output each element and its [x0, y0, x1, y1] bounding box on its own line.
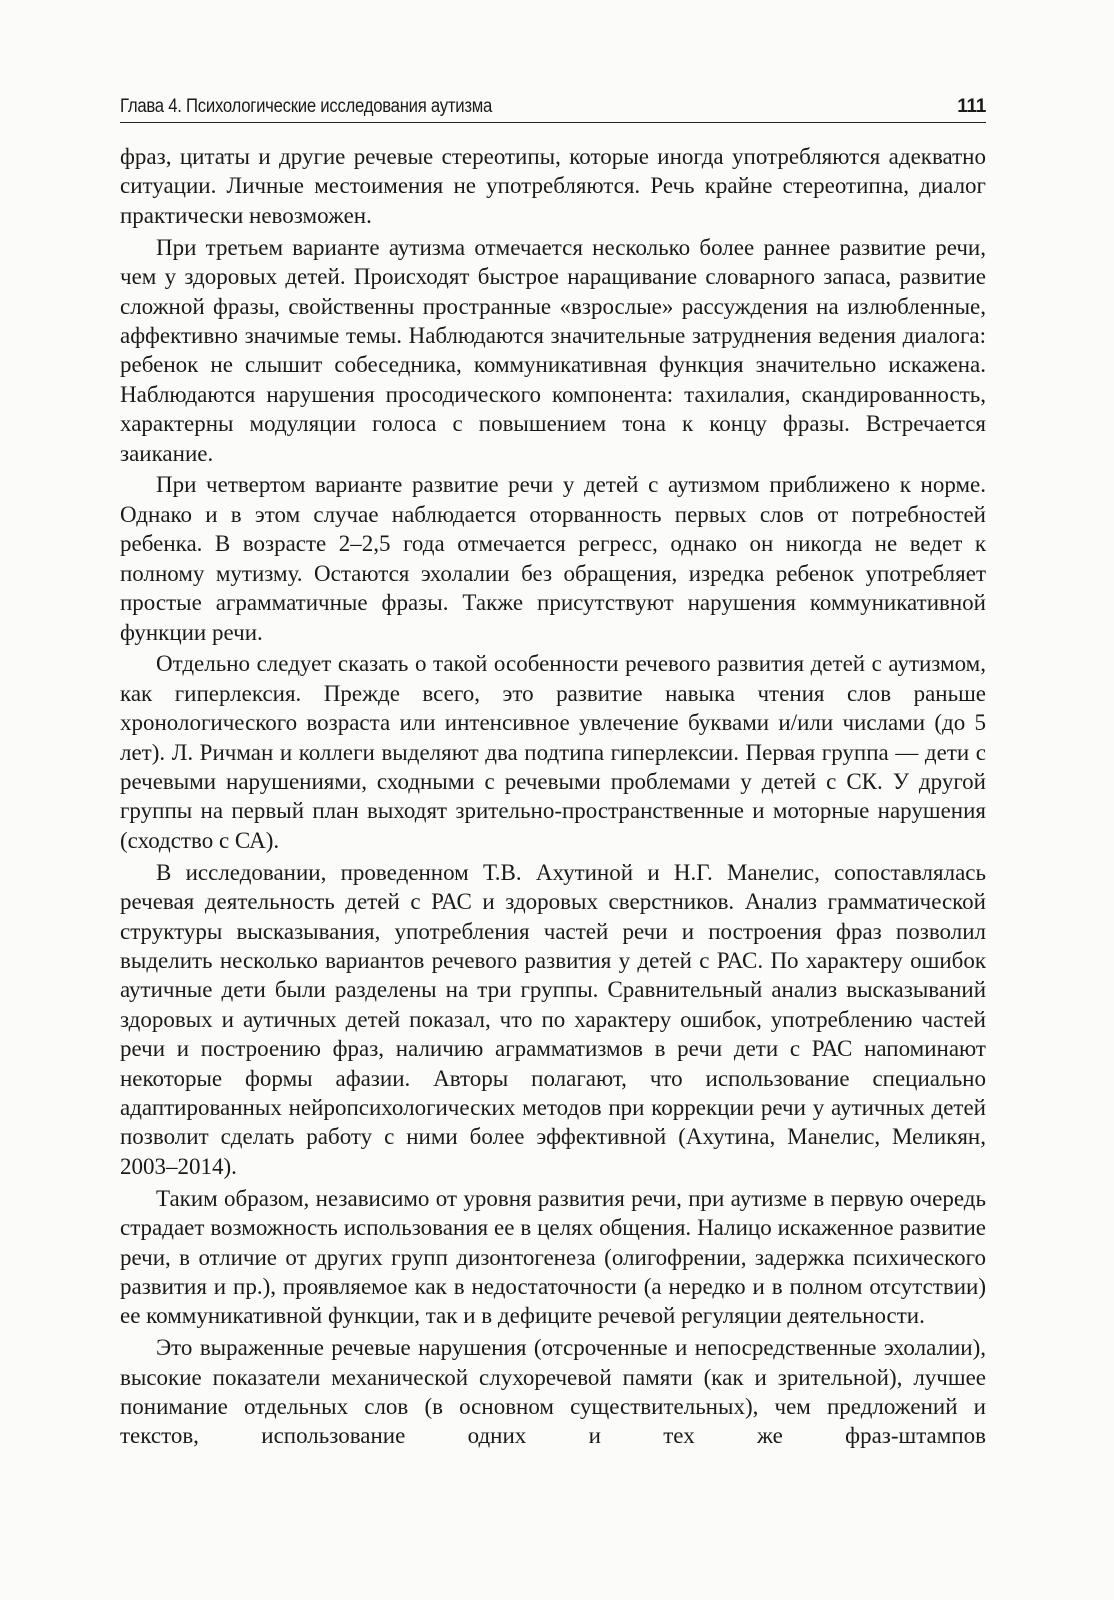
chapter-title: Глава 4. Психологические исследования аутизма: [120, 96, 492, 117]
paragraph-continuation: фраз, цитаты и другие речевые стереотипы, которые иногда употребляются адекватно ситуации. Личные местоимения не употребляются. Речь крайне стереотипна, диалог практически невозможен.: [120, 144, 986, 228]
paragraph-study: В исследовании, проведенном Т.В. Ахутиной и Н.Г. Манелис, сопоставлялась речевая деятельность детей с РАС и здоровых сверстников. Анализ грамматической структуры высказывания, употребления частей речи и построения фраз позволил выделить несколько вариантов речевого развития у детей с РАС. По характеру ошибок аутичные дети были разделены на три группы. Сравнительный анализ высказываний здоровых и аутичных детей показал, что по характеру ошибок, употреблению частей речи и построению фраз, наличию аграмматизмов в речи дети с РАС напоминают некоторые формы афазии. Авторы полагают, что использование специально адаптированных нейропсихологических методов при коррекции речи у аутичных детей позволит сделать работу с ними более эффективной (Ахутина, Манелис, Меликян, 2003–2014).: [120, 859, 986, 1179]
paragraph-speech-disorders: Это выраженные речевые нарушения (отсроченные и непосредственные эхолалии), высокие показатели механической слухоречевой памяти (как и зрительной), лучшее понимание отдельных слов (в основном существительных), чем предложений и текстов, использование одних и тех же фраз-штампов: [120, 1335, 986, 1449]
paragraph-fourth-variant: При четвертом варианте развитие речи у детей с аутизмом приближено к норме. Однако и в этом случае наблюдается оторванность первых слов от потребностей ребенка. В возрасте 2–2,5 года отмечается регресс, однако он никогда не ведет к полному мутизму. Остаются эхолалии без обращения, изредка ребенок употребляет простые аграмматичные фразы. Также присутствуют нарушения коммуникативной функции речи.: [120, 472, 986, 645]
running-header: [120, 92, 986, 123]
paragraph-conclusion: Таким образом, независимо от уровня развития речи, при аутизме в первую очередь страдает возможность использования ее в целях общения. Налицо искаженное развитие речи, в отличие от других групп дизонтогенеза (олигофрении, задержка психического развития и пр.), проявляемое как в недостаточности (а нередко и в полном отсутствии) ее коммуникативной функции, так и в дефиците речевой регуляции деятельности.: [120, 1185, 986, 1329]
page-number: 111: [957, 96, 986, 117]
paragraph-hyperlexia: Отдельно следует сказать о такой особенности речевого развития детей с аутизмом, как гиперлексия. Прежде всего, это развитие навыка чтения слов раньше хронологического возраста или интенсивное увлечение буквами и/или числами (до 5 лет). Л. Ричман и коллеги выделяют два подтипа гиперлексии. Первая группа — дети с речевыми нарушениями, сходными с речевыми проблемами у детей с СК. У другой группы на первый план выходят зрительно-пространственные и моторные нарушения (сходство с СА).: [120, 651, 986, 853]
paragraph-third-variant: При третьем варианте аутизма отмечается несколько более раннее развитие речи, чем у здоровых детей. Происходят быстрое наращивание словарного запаса, развитие сложной фразы, свойственны пространные «взрослые» рассуждения на излюбленные, аффективно значимые темы. Наблюдаются значительные затруднения ведения диалога: ребенок не слышит собеседника, коммуникативная функция значительно искажена. Наблюдаются нарушения просодического компонента: тахилалия, скандированность, характерны модуляции голоса с повышением тона к концу фразы. Встречается заикание.: [120, 234, 986, 466]
body-text: [120, 142, 986, 1453]
